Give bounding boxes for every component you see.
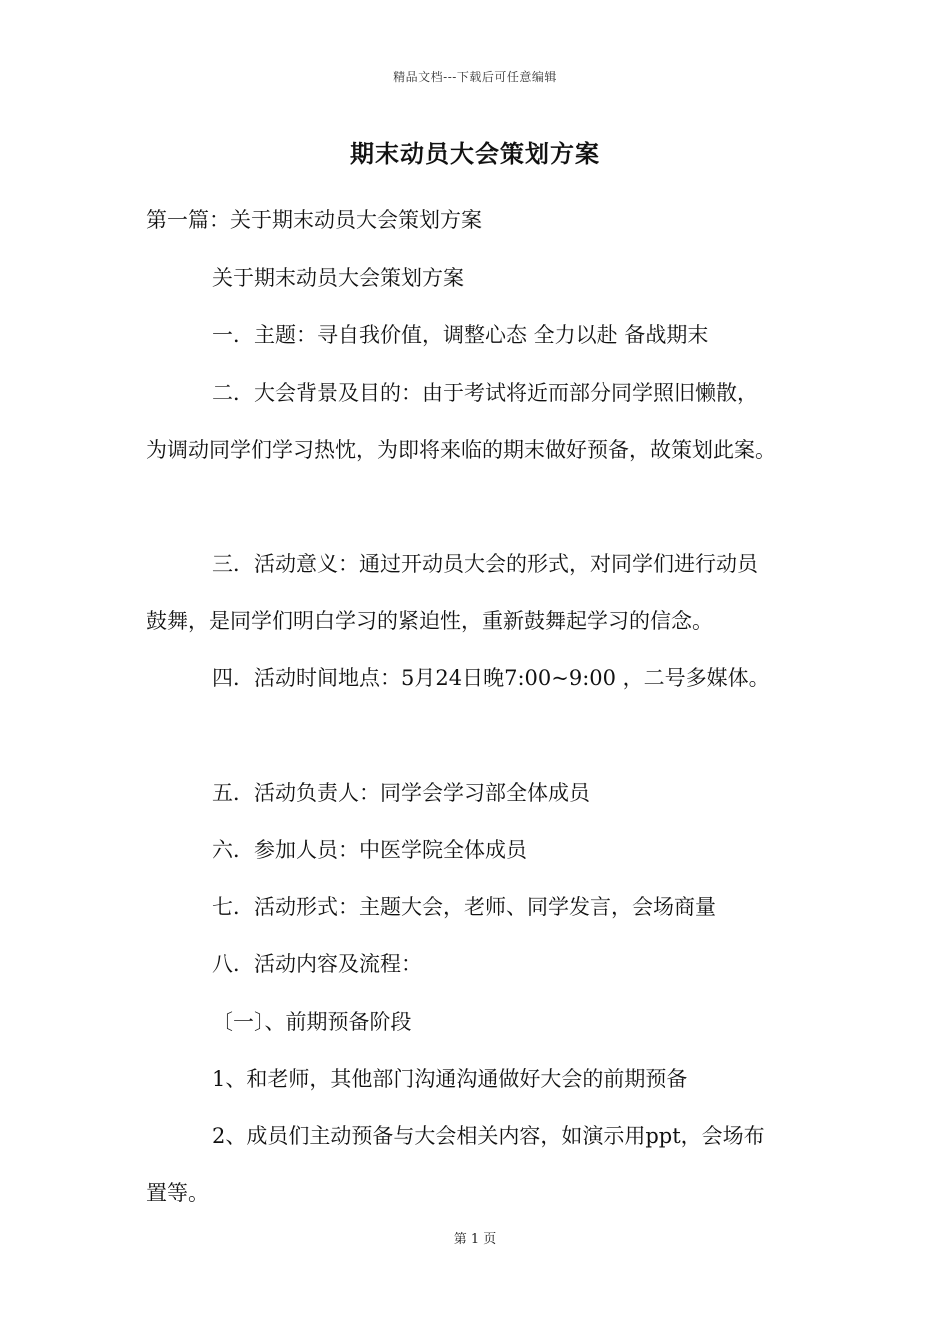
document-title: 期末动员大会策划方案 — [350, 139, 600, 168]
item-background: 二．大会背景及目的：由于考试将近而部分同学照旧懒散， — [212, 381, 758, 405]
page-number: 第 1 页 — [453, 1232, 497, 1247]
prep-step-1: 1、和老师，其他部门沟通沟通做好大会的前期预备 — [212, 1067, 688, 1091]
item-content: 八．活动内容及流程： — [212, 952, 422, 976]
item-significance: 三．活动意义：通过开动员大会的形式，对同学们进行动员 — [212, 552, 758, 576]
sub-item-prep-stage: 〔一〕、前期预备阶段 — [212, 1010, 412, 1034]
item-responsible: 五．活动负责人：同学会学习部全体成员 — [212, 781, 590, 805]
item-participants: 六．参加人员：中医学院全体成员 — [212, 838, 527, 862]
item-time-place: 四．活动时间地点：5月24日晚7:00~9:00 ，二号多媒体。 — [212, 666, 770, 690]
prep-step-2-cont: 置等。 — [146, 1181, 209, 1205]
item-significance-cont: 鼓舞，是同学们明白学习的紧迫性，重新鼓舞起学习的信念。 — [146, 609, 713, 633]
item-form: 七．活动形式：主题大会，老师、同学发言，会场商量 — [212, 895, 716, 919]
section-heading: 第一篇：关于期末动员大会策划方案 — [146, 208, 482, 232]
item-theme: 一．主题：寻自我价值，调整心态 全力以赴 备战期末 — [212, 323, 709, 347]
subtitle-line: 关于期末动员大会策划方案 — [212, 266, 464, 290]
page-header: 精品文档---下载后可任意编辑 — [393, 70, 557, 84]
item-background-cont: 为调动同学们学习热忱，为即将来临的期末做好预备，故策划此案。 — [146, 438, 776, 462]
prep-step-2: 2、成员们主动预备与大会相关内容，如演示用ppt，会场布 — [212, 1124, 765, 1148]
